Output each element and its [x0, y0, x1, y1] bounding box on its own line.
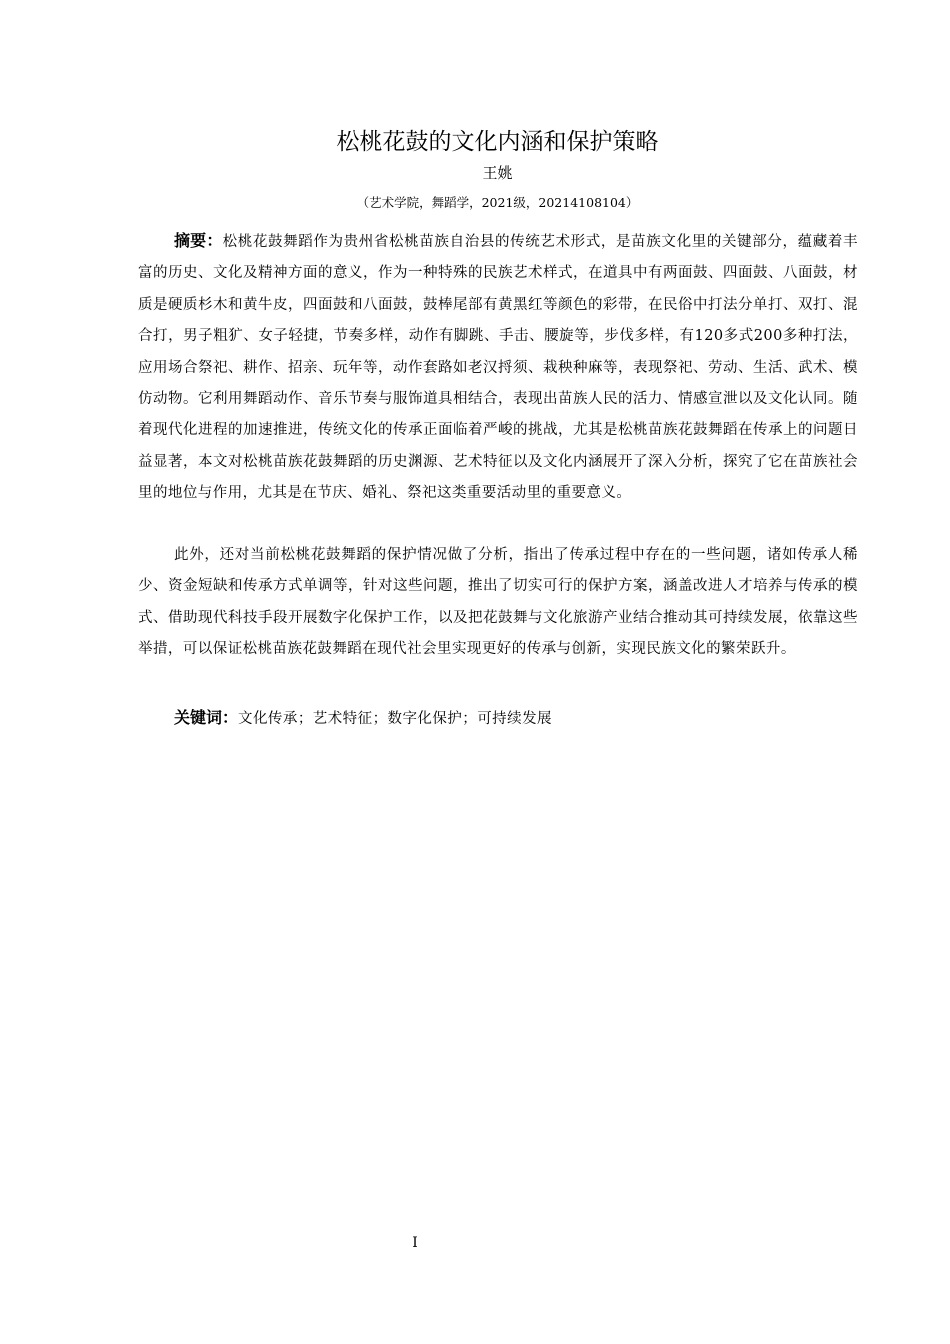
- abstract-paragraph-1: [138, 225, 858, 510]
- keywords-line: [174, 702, 864, 735]
- abstract-paragraph-2: 此外，还对当前松桃花鼓舞蹈的保护情况做了分析，指出了传承过程中存在的一些问题，诸如传承人稀少、资金短缺和传承方式单调等，针对这些问题，推出了切实可行的保护方案，涵盖改进人才培养与传承的模式、借助现代科技手段开展数字化保护工作，以及把花鼓舞与文化旅游产业结合推动其可持续发展，依靠这些举措，可以保证松桃苗族花鼓舞蹈在现代社会里实现更好的传承与创新，实现民族文化的繁荣跃升。: [138, 547, 858, 658]
- paper-title: 松桃花鼓的文化内涵和保护策略: [336, 129, 659, 155]
- page-number: I: [412, 1235, 418, 1251]
- abstract-label: 摘要：: [174, 231, 223, 250]
- abstract-text-1: 松桃花鼓舞蹈作为贵州省松桃苗族自治县的传统艺术形式，是苗族文化里的关键部分，蕴藏着丰富的历史、文化及精神方面的意义，作为一种特殊的民族艺术样式，在道具中有两面鼓、四面鼓、八面鼓，材质是硬质杉木和黄牛皮，四面鼓和八面鼓，鼓棒尾部有黄黑红等颜色的彩带，在民俗中打法分单打、双打、混合打，男子粗犷、女子轻捷，节奏多样，动作有脚跳、手击、腰旋等，步伐多样，有120多式200多种打法，应用场合祭祀、耕作、招亲、玩年等，动作套路如老汉捋须、栽秧种麻等，表现祭祀、劳动、生活、武术、模仿动物。它利用舞蹈动作、音乐节奏与服饰道具相结合，表现出苗族人民的活力、情感宣泄以及文化认同。随着现代化进程的加速推进，传统文化的传承正面临着严峻的挑战，尤其是松桃苗族花鼓舞蹈在传承上的问题日益显著，本文对松桃苗族花鼓舞蹈的历史渊源、艺术特征以及文化内涵展开了深入分析，探究了它在苗族社会里的地位与作用，尤其是在节庆、婚礼、祭祀这类重要活动里的重要意义。: [138, 234, 858, 502]
- keywords-text: 文化传承；艺术特征；数字化保护；可持续发展: [238, 711, 552, 727]
- author-affiliation: （艺术学院，舞蹈学，2021级，20214108104）: [356, 195, 639, 210]
- keywords-label: 关键词：: [174, 708, 239, 727]
- author-name: 王姚: [482, 164, 513, 182]
